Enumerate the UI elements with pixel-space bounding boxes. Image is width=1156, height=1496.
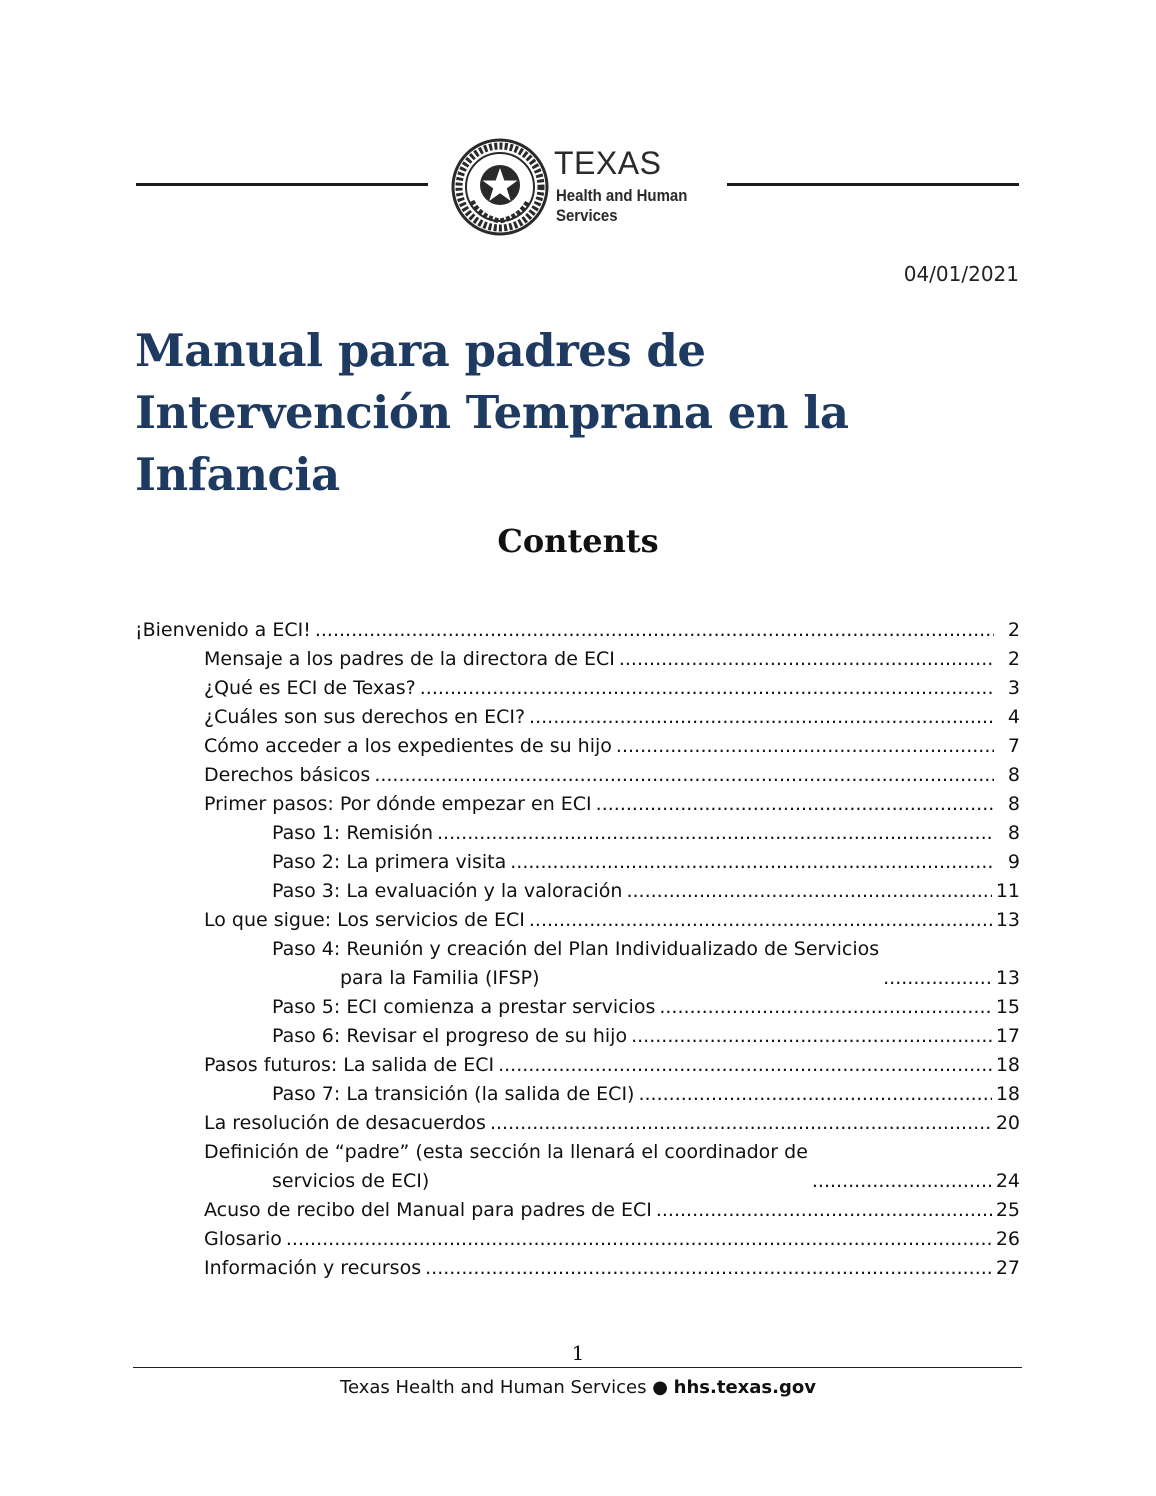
toc-page-number: 27 [995, 1257, 1020, 1279]
document-date: 04/01/2021 [903, 262, 1019, 286]
toc-entry-title: ¿Cuáles son sus derechos en ECI? [204, 706, 526, 728]
toc-page-number: 11 [995, 880, 1020, 902]
toc-dot-leader [315, 616, 994, 645]
toc-entry-title: Paso 7: La transición (la salida de ECI) [272, 1083, 635, 1105]
hhs-logo [450, 135, 720, 239]
toc-entry[interactable] [135, 703, 1020, 732]
toc-entry[interactable] [135, 1051, 1020, 1080]
toc-page-number: 8 [1007, 764, 1020, 786]
toc-entry[interactable] [135, 645, 1020, 674]
toc-page-number: 17 [995, 1025, 1020, 1047]
toc-entry-title: Acuso de recibo del Manual para padres de ECI [204, 1199, 652, 1221]
document-title: Manual para padres de Intervención Temprana en la Infancia [135, 324, 849, 501]
contents-heading: Contents [497, 522, 659, 560]
toc-dot-leader [420, 674, 994, 703]
toc-entry[interactable] [135, 1196, 1020, 1225]
texas-seal-icon [450, 135, 550, 239]
toc-page-number: 25 [995, 1199, 1020, 1221]
toc-page-number: 2 [1007, 648, 1020, 670]
header-rule-right [727, 183, 1019, 186]
toc-entry-title: ¿Qué es ECI de Texas? [204, 677, 416, 699]
footer-org: Texas Health and Human Services [340, 1377, 647, 1398]
header-rule-left [136, 183, 428, 186]
toc-entry-title: La resolución de desacuerdos [204, 1112, 486, 1134]
toc-entry[interactable] [135, 1080, 1020, 1109]
toc-entry[interactable] [135, 877, 1020, 906]
toc-entry[interactable] [135, 616, 1020, 645]
toc-entry-continuation: para la Familia (IFSP) [340, 967, 540, 989]
toc-page-number: 13 [995, 909, 1020, 931]
toc-page-number: 13 [995, 967, 1020, 989]
footer-rule [133, 1367, 1022, 1368]
toc-entry[interactable] [135, 993, 1020, 1022]
toc-entry[interactable] [135, 674, 1020, 703]
toc-entry[interactable] [135, 1022, 1020, 1051]
toc-entry[interactable] [135, 761, 1020, 790]
toc-dot-leader [596, 790, 994, 819]
toc-dot-leader [626, 877, 991, 906]
toc-entry[interactable] [135, 1254, 1020, 1283]
toc-page-number: 7 [1007, 735, 1020, 757]
toc-entry-title: Pasos futuros: La salida de ECI [204, 1054, 495, 1076]
toc-entry-title: Paso 4: Reunión y creación del Plan Individualizado de Servicios para la Familia (IFSP) [272, 935, 879, 993]
table-of-contents [135, 616, 1020, 1283]
footer [0, 1377, 1156, 1398]
toc-dot-leader [883, 964, 992, 993]
toc-page-number: 18 [995, 1083, 1020, 1105]
footer-url[interactable]: hhs.texas.gov [673, 1377, 816, 1398]
toc-entry[interactable] [135, 819, 1020, 848]
toc-dot-leader [616, 732, 994, 761]
toc-dot-leader [490, 1109, 992, 1138]
toc-entry[interactable] [135, 732, 1020, 761]
toc-dot-leader [437, 819, 994, 848]
page-number: 1 [571, 1341, 585, 1365]
toc-entry-title: Primer pasos: Por dónde empezar en ECI [204, 793, 592, 815]
toc-dot-leader [638, 1080, 991, 1109]
toc-page-number: 18 [995, 1054, 1020, 1076]
toc-entry-title: Definición de “padre” (esta sección la llenará el coordinador de servicios de ECI) [204, 1138, 808, 1196]
toc-dot-leader [425, 1254, 992, 1283]
toc-entry-continuation: servicios de ECI) [272, 1170, 430, 1192]
toc-page-number: 8 [1007, 822, 1020, 844]
toc-page-number: 24 [995, 1170, 1020, 1192]
footer-separator: ● [652, 1377, 668, 1398]
toc-entry-title: Paso 2: La primera visita [272, 851, 507, 873]
toc-dot-leader [656, 1196, 992, 1225]
toc-entry[interactable] [135, 906, 1020, 935]
toc-entry[interactable] [135, 935, 1020, 993]
logo-wordmark: TEXAS [554, 145, 662, 181]
toc-entry[interactable] [135, 1225, 1020, 1254]
toc-entry-title: Glosario [204, 1228, 282, 1250]
toc-dot-leader [529, 906, 992, 935]
toc-page-number: 2 [1007, 619, 1020, 641]
toc-dot-leader [812, 1167, 992, 1196]
toc-entry-title: Paso 3: La evaluación y la valoración [272, 880, 623, 902]
toc-dot-leader [619, 645, 994, 674]
toc-entry[interactable] [135, 1138, 1020, 1196]
toc-entry-title: Paso 5: ECI comienza a prestar servicios [272, 996, 656, 1018]
toc-page-number: 8 [1007, 793, 1020, 815]
toc-page-number: 3 [1007, 677, 1020, 699]
toc-entry-title: Información y recursos [204, 1257, 422, 1279]
toc-entry-title: Lo que sigue: Los servicios de ECI [204, 909, 525, 931]
toc-dot-leader [631, 1022, 992, 1051]
toc-entry[interactable] [135, 1109, 1020, 1138]
toc-page-number: 20 [995, 1112, 1020, 1134]
toc-page-number: 15 [995, 996, 1020, 1018]
toc-entry-title: Mensaje a los padres de la directora de ECI [204, 648, 615, 670]
toc-page-number: 9 [1007, 851, 1020, 873]
toc-entry-title: ¡Bienvenido a ECI! [135, 619, 311, 641]
toc-dot-leader [529, 703, 994, 732]
logo-subtitle: Health and Human Services [556, 186, 688, 225]
toc-page-number: 4 [1007, 706, 1020, 728]
toc-dot-leader [510, 848, 994, 877]
toc-entry-title: Paso 1: Remisión [272, 822, 434, 844]
toc-entry[interactable] [135, 790, 1020, 819]
toc-dot-leader [498, 1051, 992, 1080]
toc-dot-leader [286, 1225, 992, 1254]
toc-dot-leader [374, 761, 994, 790]
toc-entry-title: Cómo acceder a los expedientes de su hijo [204, 735, 612, 757]
toc-dot-leader [659, 993, 991, 1022]
toc-entry[interactable] [135, 848, 1020, 877]
toc-entry-title: Paso 6: Revisar el progreso de su hijo [272, 1025, 628, 1047]
toc-entry-title: Derechos básicos [204, 764, 371, 786]
toc-page-number: 26 [995, 1228, 1020, 1250]
